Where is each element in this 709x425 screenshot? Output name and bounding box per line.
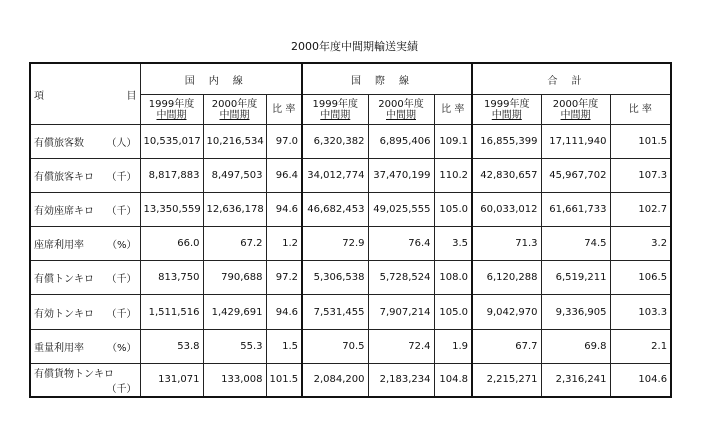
value-cell: 813,750 xyxy=(140,261,203,295)
row-name: 有償トンキロ xyxy=(34,274,94,286)
ratio-header-line1: 比 率 xyxy=(272,104,296,115)
ratio-header xyxy=(266,95,302,125)
table-row xyxy=(30,295,671,329)
value-cell: 1,429,691 xyxy=(203,295,266,329)
ratio-cell: 1.9 xyxy=(434,329,472,363)
ratio-cell: 107.3 xyxy=(610,159,671,193)
row-label xyxy=(30,227,140,261)
year1999-header-line1: 1999年度 xyxy=(484,98,530,110)
ratio-cell: 108.0 xyxy=(434,261,472,295)
item-header-left: 項 xyxy=(34,90,44,102)
year1999-header xyxy=(302,95,368,125)
year1999-header-line2: 中間期 xyxy=(320,109,351,121)
value-cell: 9,336,905 xyxy=(541,295,610,329)
ratio-cell: 104.6 xyxy=(610,363,671,397)
value-cell: 133,008 xyxy=(203,363,266,397)
row-label xyxy=(30,295,140,329)
value-cell: 72.9 xyxy=(302,227,368,261)
year1999-header xyxy=(472,95,541,125)
ratio-cell: 101.5 xyxy=(266,363,302,397)
value-cell: 42,830,657 xyxy=(472,159,541,193)
value-cell: 74.5 xyxy=(541,227,610,261)
value-cell: 45,967,702 xyxy=(541,159,610,193)
row-unit: （千） xyxy=(106,274,137,286)
year2000-header-line2: 中間期 xyxy=(386,109,416,121)
value-cell: 6,895,406 xyxy=(368,125,434,159)
year2000-header-line1: 2000年度 xyxy=(211,98,258,110)
value-cell: 8,817,883 xyxy=(140,159,203,193)
row-name: 重量利用率 xyxy=(34,342,84,354)
year2000-header-line1: 2000年度 xyxy=(378,98,424,110)
value-cell: 13,350,559 xyxy=(140,193,203,227)
row-label xyxy=(30,329,140,363)
value-cell: 66.0 xyxy=(140,227,203,261)
group-header-domestic: 国内線 xyxy=(140,63,302,95)
value-cell: 7,907,214 xyxy=(368,295,434,329)
row-unit: （千） xyxy=(106,308,137,320)
value-cell: 6,519,211 xyxy=(541,261,610,295)
group-header-international: 国際線 xyxy=(302,63,472,95)
ratio-cell: 110.2 xyxy=(434,159,472,193)
year2000-header xyxy=(541,95,610,125)
ratio-cell: 97.2 xyxy=(266,261,302,295)
ratio-cell: 3.5 xyxy=(434,227,472,261)
ratio-cell: 97.0 xyxy=(266,125,302,159)
value-cell: 46,682,453 xyxy=(302,193,368,227)
year2000-header xyxy=(368,95,434,125)
row-name: 座席利用率 xyxy=(34,240,84,252)
ratio-cell: 102.7 xyxy=(610,193,671,227)
ratio-cell: 94.6 xyxy=(266,295,302,329)
year2000-header-line1: 2000年度 xyxy=(552,98,599,110)
row-label xyxy=(30,125,140,159)
table-row xyxy=(30,125,671,159)
ratio-cell: 3.2 xyxy=(610,227,671,261)
row-unit: （%） xyxy=(106,342,137,354)
page-title: 2000年度中間期輸送実績 xyxy=(291,40,418,53)
table-row xyxy=(30,329,671,363)
ratio-cell: 104.8 xyxy=(434,363,472,397)
value-cell: 6,320,382 xyxy=(302,125,368,159)
year1999-header-line1: 1999年度 xyxy=(312,98,358,110)
value-cell: 1,511,516 xyxy=(140,295,203,329)
year2000-header-line2: 中間期 xyxy=(219,109,250,121)
item-column-header xyxy=(30,63,140,125)
value-cell: 5,728,524 xyxy=(368,261,434,295)
year1999-header-line2: 中間期 xyxy=(156,109,187,121)
ratio-cell: 96.4 xyxy=(266,159,302,193)
value-cell: 71.3 xyxy=(472,227,541,261)
ratio-cell: 103.3 xyxy=(610,295,671,329)
ratio-cell: 1.2 xyxy=(266,227,302,261)
ratio-cell: 106.5 xyxy=(610,261,671,295)
value-cell: 2,084,200 xyxy=(302,363,368,397)
value-cell: 55.3 xyxy=(203,329,266,363)
ratio-cell: 1.5 xyxy=(266,329,302,363)
value-cell: 2,316,241 xyxy=(541,363,610,397)
row-label xyxy=(30,193,140,227)
value-cell: 17,111,940 xyxy=(541,125,610,159)
row-label xyxy=(30,159,140,193)
value-cell: 10,216,534 xyxy=(203,125,266,159)
value-cell: 53.8 xyxy=(140,329,203,363)
row-unit: （人） xyxy=(106,138,137,150)
value-cell: 5,306,538 xyxy=(302,261,368,295)
year1999-header-line2: 中間期 xyxy=(491,109,522,121)
table-row xyxy=(30,193,671,227)
ratio-cell: 105.0 xyxy=(434,295,472,329)
value-cell: 2,215,271 xyxy=(472,363,541,397)
table-row xyxy=(30,261,671,295)
ratio-header xyxy=(610,95,671,125)
value-cell: 16,855,399 xyxy=(472,125,541,159)
row-unit: （%） xyxy=(106,240,137,252)
value-cell: 67.7 xyxy=(472,329,541,363)
value-cell: 34,012,774 xyxy=(302,159,368,193)
year1999-header xyxy=(140,95,203,125)
table-row xyxy=(30,363,671,397)
value-cell: 6,120,288 xyxy=(472,261,541,295)
row-name: 有効トンキロ xyxy=(34,308,94,320)
ratio-cell: 94.6 xyxy=(266,193,302,227)
value-cell: 2,183,234 xyxy=(368,363,434,397)
value-cell: 790,688 xyxy=(203,261,266,295)
value-cell: 12,636,178 xyxy=(203,193,266,227)
row-unit: （千） xyxy=(106,206,137,218)
row-unit: （千） xyxy=(106,172,137,184)
table-row xyxy=(30,227,671,261)
ratio-cell: 101.5 xyxy=(610,125,671,159)
year1999-header-line1: 1999年度 xyxy=(148,98,195,110)
row-name: 有償貨物トンキロ xyxy=(34,368,114,380)
row-name: 有償旅客キロ xyxy=(34,172,94,184)
table-row xyxy=(30,159,671,193)
ratio-header-line1: 比 率 xyxy=(628,104,652,115)
value-cell: 61,661,733 xyxy=(541,193,610,227)
value-cell: 60,033,012 xyxy=(472,193,541,227)
ratio-header-line1: 比 率 xyxy=(441,104,465,115)
value-cell: 76.4 xyxy=(368,227,434,261)
value-cell: 9,042,970 xyxy=(472,295,541,329)
value-cell: 131,071 xyxy=(140,363,203,397)
ratio-cell: 2.1 xyxy=(610,329,671,363)
year2000-header-line2: 中間期 xyxy=(560,109,591,121)
ratio-header xyxy=(434,95,472,125)
item-header-right: 目 xyxy=(126,90,137,102)
ratio-cell: 105.0 xyxy=(434,193,472,227)
value-cell: 7,531,455 xyxy=(302,295,368,329)
value-cell: 72.4 xyxy=(368,329,434,363)
year2000-header xyxy=(203,95,266,125)
group-header-total: 合計 xyxy=(472,63,671,95)
row-name: 有償旅客数 xyxy=(34,138,84,150)
row-label xyxy=(30,363,140,397)
row-label xyxy=(30,261,140,295)
row-unit: （千） xyxy=(106,383,137,395)
value-cell: 67.2 xyxy=(203,227,266,261)
value-cell: 69.8 xyxy=(541,329,610,363)
value-cell: 70.5 xyxy=(302,329,368,363)
value-cell: 10,535,017 xyxy=(140,125,203,159)
row-name: 有効座席キロ xyxy=(34,206,94,218)
value-cell: 8,497,503 xyxy=(203,159,266,193)
transport-results-table xyxy=(29,62,672,398)
value-cell: 49,025,555 xyxy=(368,193,434,227)
value-cell: 37,470,199 xyxy=(368,159,434,193)
ratio-cell: 109.1 xyxy=(434,125,472,159)
